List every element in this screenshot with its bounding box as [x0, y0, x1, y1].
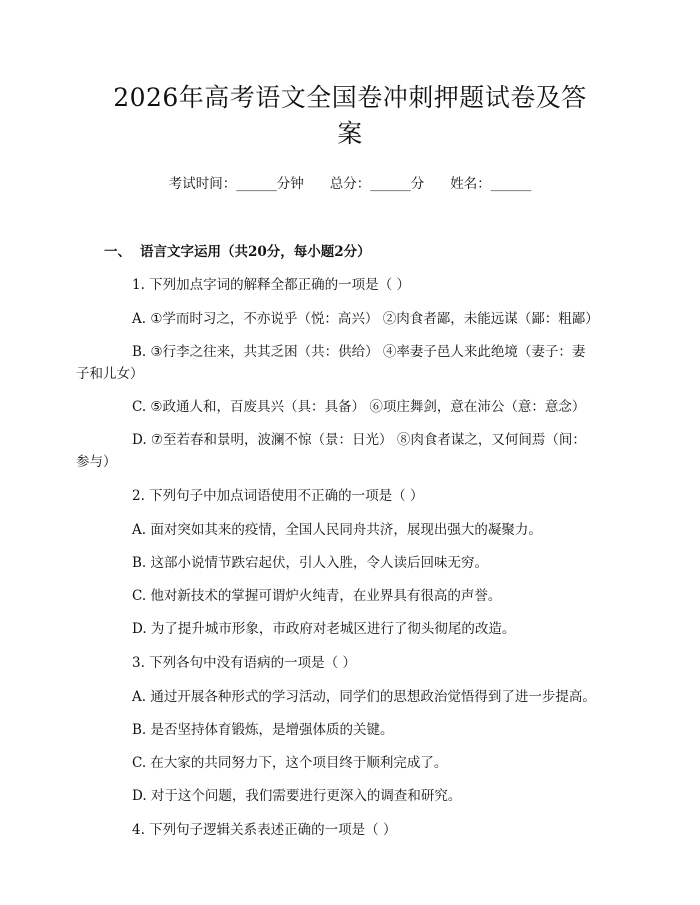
total-score-unit: 分 [410, 176, 425, 192]
option-a: A. ①学而时习之，不亦说乎（悦：高兴） ②肉食者鄙，未能远谋（鄙：粗鄙） [132, 311, 599, 327]
total-score-label: 总分： [329, 176, 371, 192]
option-d: D. 为了提升城市形象，市政府对老城区进行了彻头彻尾的改造。 [132, 621, 516, 637]
question-3 [104, 653, 596, 807]
exam-time-field [169, 174, 304, 194]
section-number: 一、 [104, 244, 131, 260]
total-score-blank: ______ [370, 176, 411, 192]
name-label: 姓名： [450, 176, 491, 192]
exam-time-label: 考试时间： [168, 176, 237, 192]
option-c: C. 他对新技术的掌握可谓炉火纯青，在业界具有很高的声誉。 [132, 588, 502, 604]
exam-time-blank: ______ [236, 176, 277, 192]
question-4 [104, 820, 596, 840]
exam-time-unit: 分钟 [276, 176, 304, 192]
option-d: D. ⑦至若春和景明，波澜不惊（景：日光） ⑧肉食者谋之，又何间焉（间：参与） [76, 432, 586, 470]
question-stem: 3. 下列各句中没有语病的一项是（ ） [132, 655, 356, 671]
section-heading [104, 242, 596, 262]
question-2 [104, 486, 596, 640]
question-1 [76, 275, 599, 473]
name-field [450, 174, 531, 194]
option-b: B. ③行李之往来，共其乏困（共：供给） ④率妻子邑人来此绝境（妻子：妻子和儿女） [76, 344, 586, 382]
option-a: A. 通过开展各种形式的学习活动，同学们的思想政治觉悟得到了进一步提高。 [132, 689, 596, 705]
option-d: D. 对于这个问题，我们需要进行更深入的调查和研究。 [132, 788, 462, 804]
question-stem: 4. 下列句子逻辑关系表述正确的一项是（ ） [132, 822, 397, 838]
page-title: 2026年高考语文全国卷冲刺押题试卷及答案 [113, 83, 587, 148]
question-stem: 1. 下列加点字词的解释全都正确的一项是（ ） [132, 277, 410, 293]
option-b: B. 是否坚持体育锻炼，是增强体质的关键。 [132, 722, 394, 738]
exam-info [104, 174, 596, 194]
total-score-field [330, 174, 425, 194]
question-stem: 2. 下列句子中加点词语使用不正确的一项是（ ） [132, 488, 424, 504]
name-blank: ______ [490, 176, 532, 192]
option-c: C. ⑤政通人和，百废具兴（具：具备） ⑥项庄舞剑，意在沛公（意：意念） [132, 399, 586, 415]
option-c: C. 在大家的共同努力下，这个项目终于顺利完成了。 [132, 755, 448, 771]
section-title: 语言文字运用（共20分，每小题2分） [140, 244, 371, 260]
option-b: B. 这部小说情节跌宕起伏，引人入胜，令人读后回味无穷。 [132, 555, 489, 571]
option-a: A. 面对突如其来的疫情，全国人民同舟共济，展现出强大的凝聚力。 [132, 522, 542, 538]
